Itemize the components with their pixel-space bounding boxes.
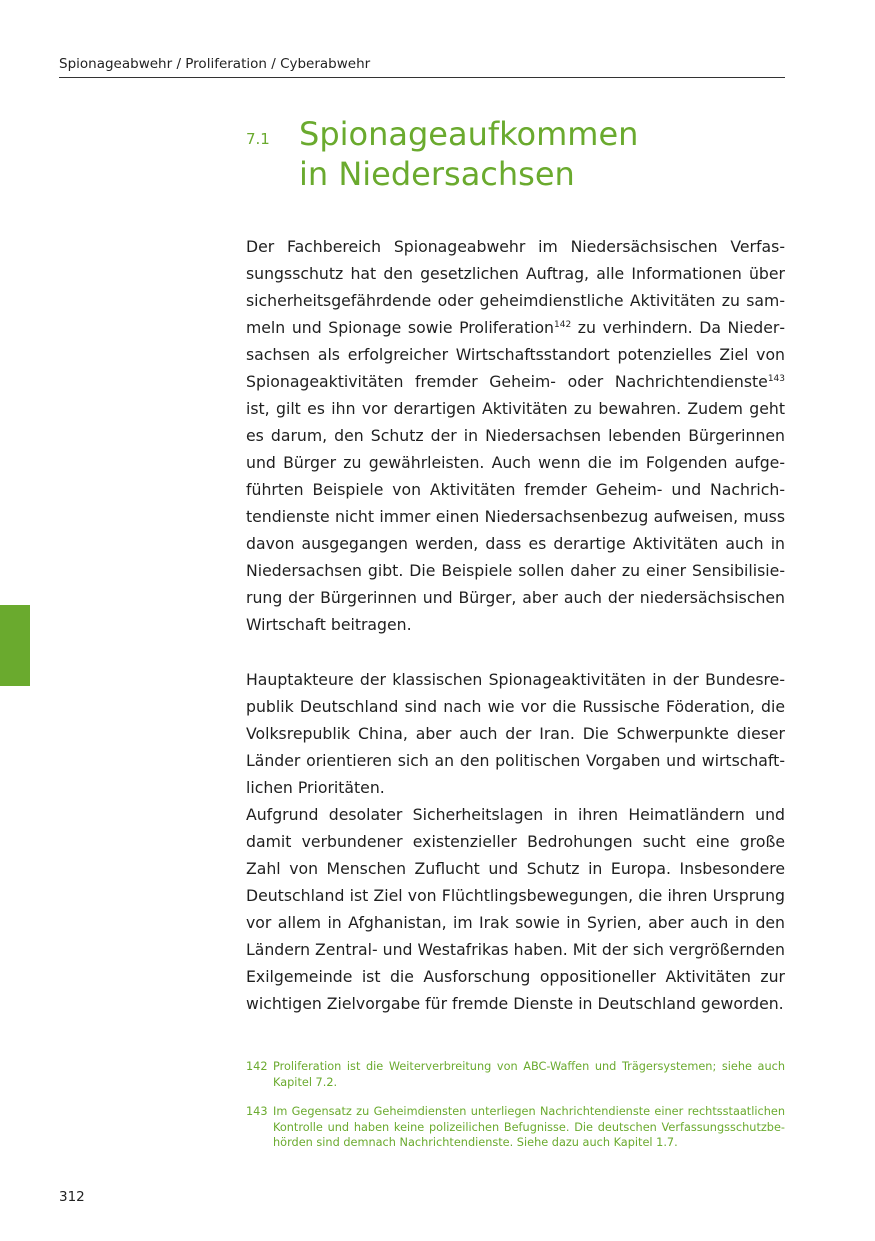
footnote-number: 142 bbox=[246, 1060, 268, 1073]
section-title bbox=[299, 114, 769, 194]
footnote-ref-143[interactable]: 143 bbox=[767, 374, 785, 384]
footnote-text: Im Gegensatz zu Geheimdiensten unterliegen Nachrichtendienste einer rechtsstaatlichen Kontrolle und haben keine polizeilichen Befugnisse. Die deutschen Verfassungsschutzbehörden sind demnach Nachrichtendienste. Siehe dazu auch Kapitel 1.7. bbox=[273, 1105, 785, 1149]
footnote-ref-142[interactable]: 142 bbox=[554, 320, 572, 330]
body-paragraph-1 bbox=[246, 233, 785, 638]
section-number: 7.1 bbox=[246, 130, 270, 148]
body-paragraph-3: Aufgrund desolater Sicherheitslagen in ihren Heimatländern und damit verbundener existenzieller Bedrohungen sucht eine große Zahl von Menschen Zuflucht und Schutz in Europa. Insbesondere Deutschland ist Ziel von Flüchtlingsbewegungen, die ihren Ursprung vor allem in Afghanistan, im Irak sowie in Syrien, aber auch in den Ländern Zentral- und Westafrikas haben. Mit der sich vergrößernden Exilgemeinde ist die Ausforschung oppositioneller Aktivitäten zur wichtigen Zielvorgabe für fremde Dienste in Deutschland geworden. bbox=[246, 805, 785, 1013]
footnotes bbox=[246, 1059, 785, 1151]
footnote-number: 143 bbox=[246, 1105, 268, 1118]
paragraph-1-text-b: zu verhindern. Da Niedersachsen als erfolgreicher Wirtschaftsstandort potenzielles Ziel von Spionageaktivitäten fremder Geheim- oder Nachrichtendienste bbox=[246, 318, 785, 391]
paragraph-1-text-a: Der Fachbereich Spionageabwehr im Niedersächsischen Verfassungsschutz hat den gesetzlichen Auftrag, alle Informationen über sicherheitsgefährdende oder geheimdienstliche Aktivitäten zu sammeln und Spionage sowie Proliferation bbox=[246, 237, 785, 337]
body-paragraph-2: Hauptakteure der klassischen Spionageaktivitäten in der Bundesrepublik Deutschland sind nach wie vor die Russische Föderation, die Volksrepublik China, aber auch der Iran. Die Schwerpunkte dieser Länder orientieren sich an den politischen Vorgaben und wirtschaftlichen Prioritäten. bbox=[246, 670, 785, 797]
running-header: Spionageabwehr / Proliferation / Cyberabwehr bbox=[59, 56, 785, 78]
chapter-tab-marker bbox=[0, 605, 30, 686]
page-number: 312 bbox=[59, 1189, 85, 1205]
paragraph-1-text-c: ist, gilt es ihn vor derartigen Aktivitäten zu bewahren. Zudem geht es darum, den Schutz der in Niedersachsen lebenden Bürgerinnen und Bürger zu gewährleisten. Auch wenn die im Folgenden aufgeführten Beispiele von Aktivitäten fremder Geheim- und Nachrichtendienste nicht immer einen Niedersachsenbezug aufweisen, muss davon ausgegangen werden, dass es derartige Aktivitäten auch in Niedersachsen gibt. Die Beispiele sollen daher zu einer Sensibilisierung der Bürgerinnen und Bürger, aber auch der niedersächsischen Wirtschaft beitragen. bbox=[246, 399, 785, 634]
footnote-142 bbox=[246, 1059, 785, 1090]
footnote-text: Proliferation ist die Weiterverbreitung von ABC-Waffen und Trägersystemen; siehe auch Kapitel 7.2. bbox=[273, 1060, 785, 1089]
section-title-line-1: Spionageaufkommen bbox=[299, 115, 639, 153]
footnote-143 bbox=[246, 1104, 785, 1151]
section-title-line-2: in Niedersachsen bbox=[299, 155, 575, 193]
